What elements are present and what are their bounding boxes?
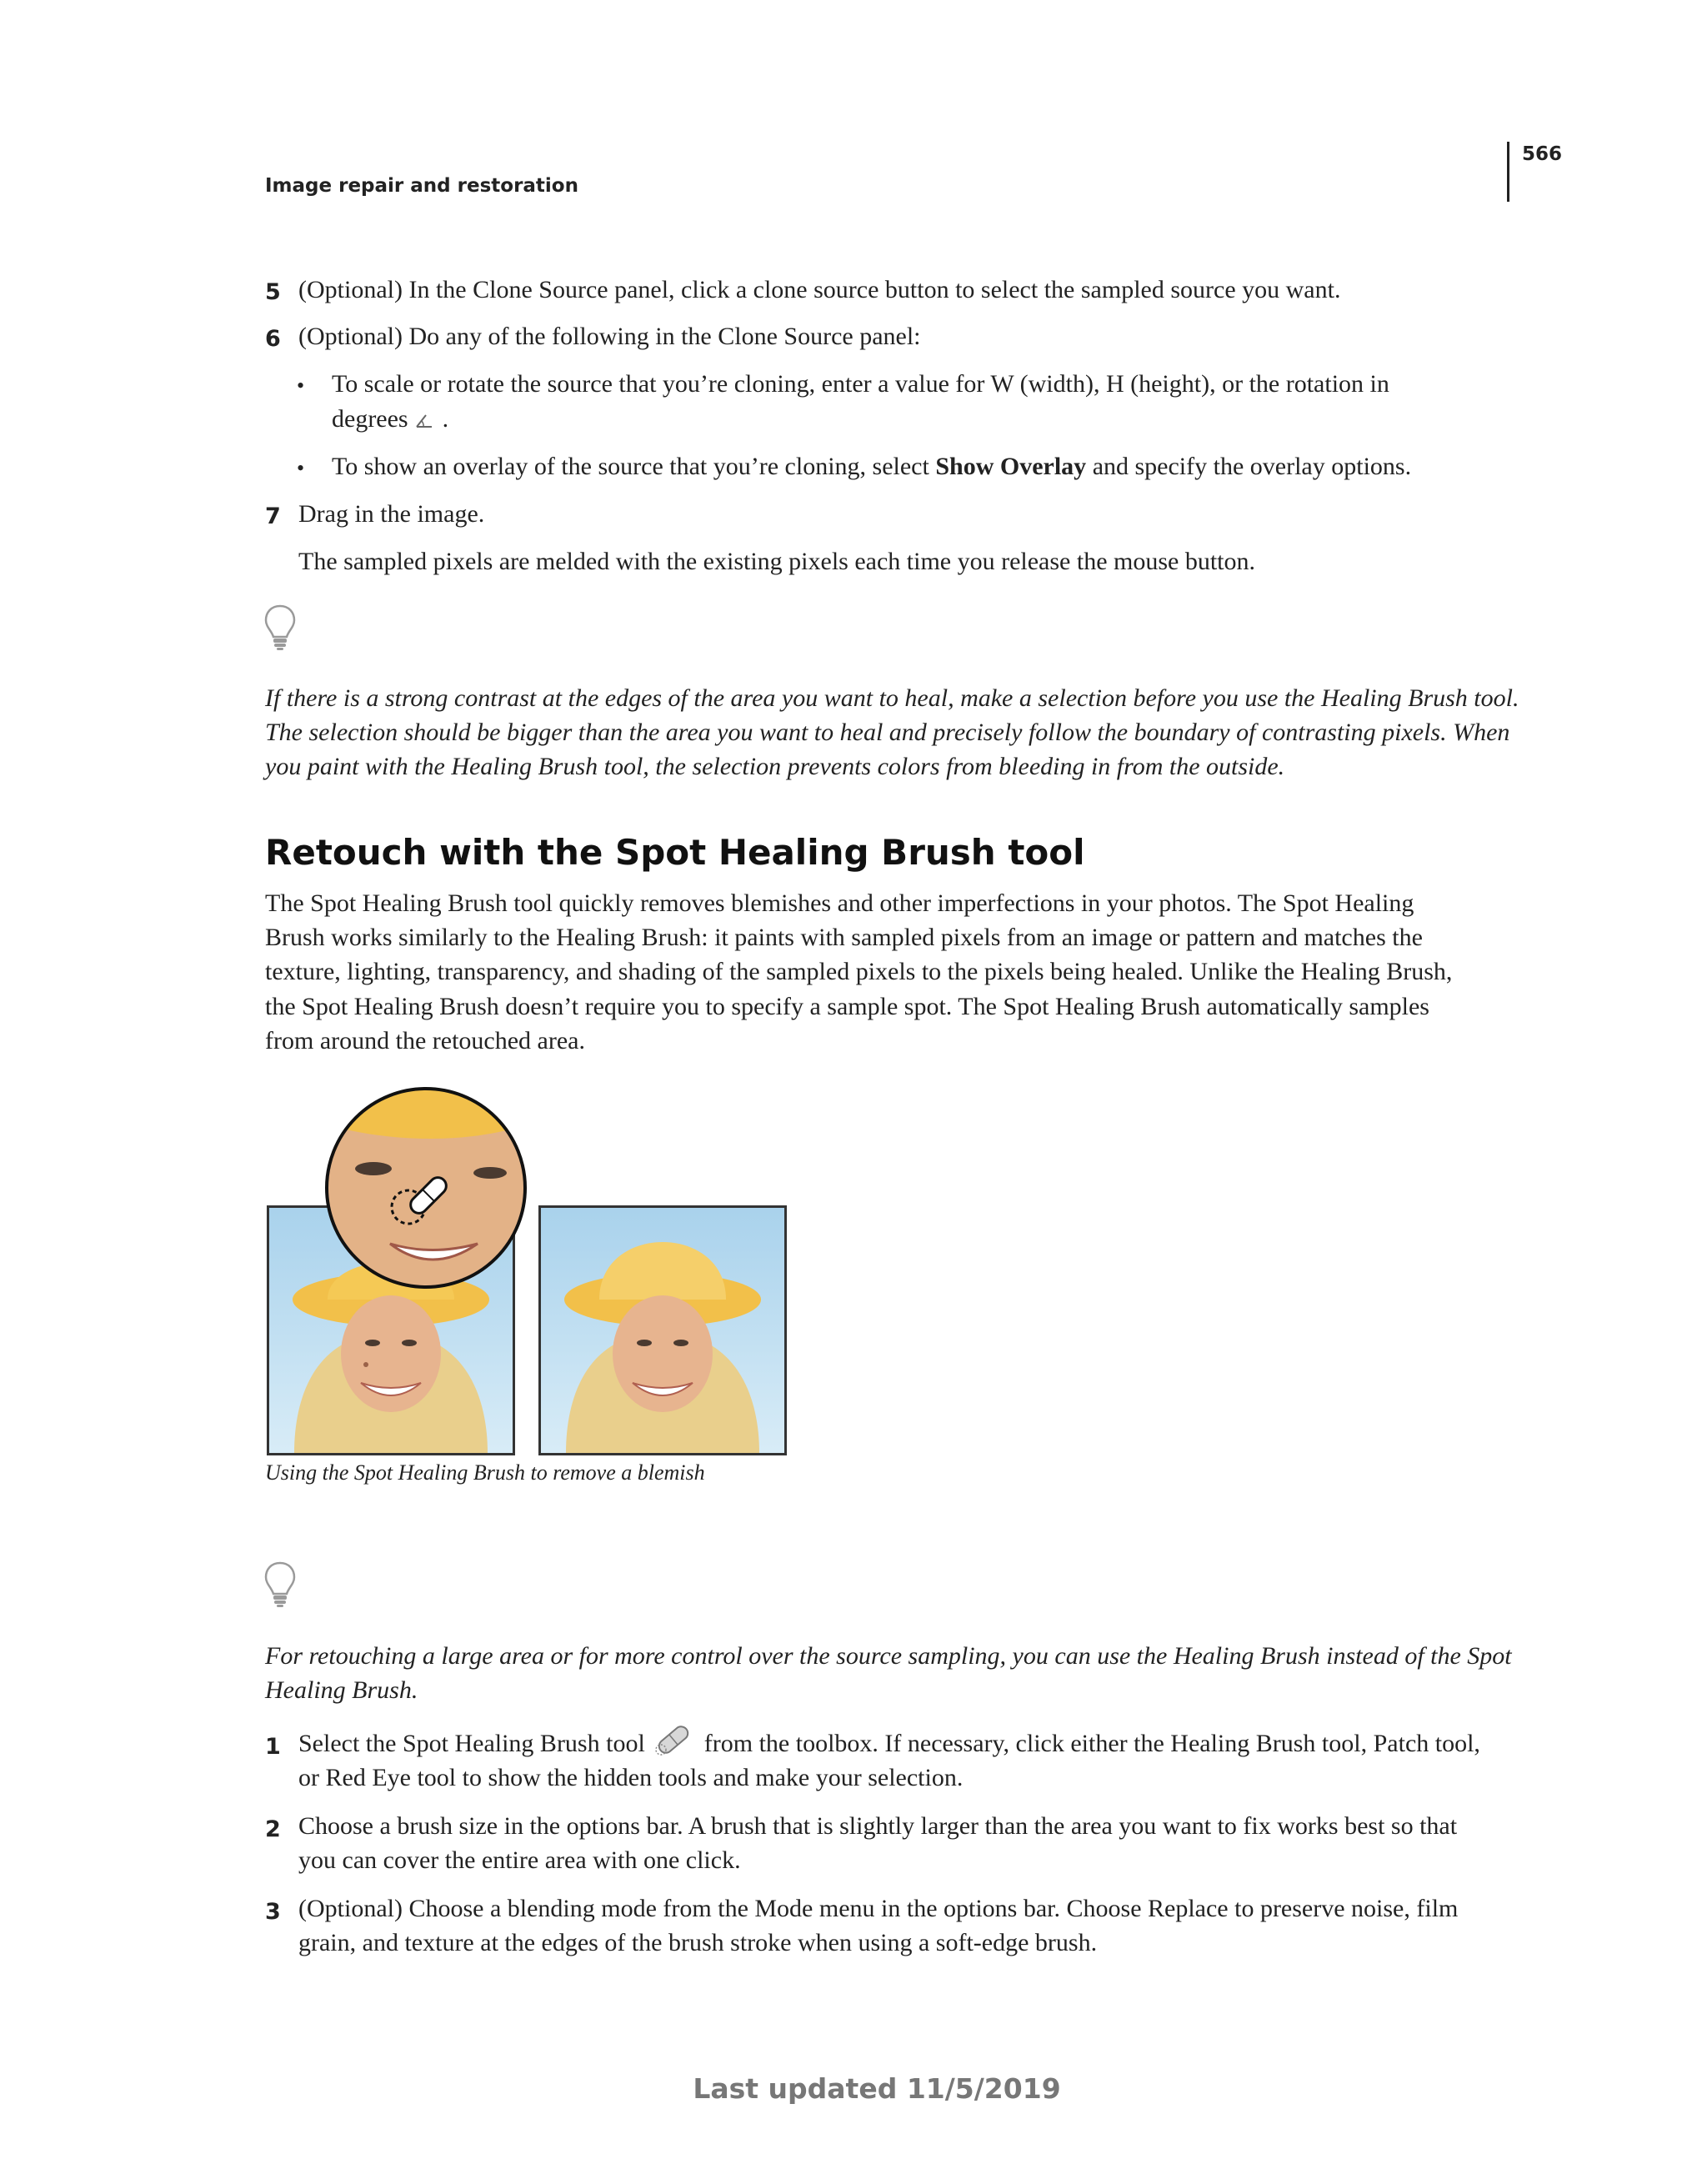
step-number: 5 (265, 279, 281, 305)
step-detail: The sampled pixels are melded with the existing pixels each time you release the mouse button. (298, 548, 1256, 575)
step-text: Drag in the image. (298, 500, 485, 528)
spot-healing-brush-icon (654, 1723, 693, 1756)
step-text: (Optional) Choose a blending mode from the Mode menu in the options bar. Choose Replace to preserve noise, film (298, 1895, 1459, 1922)
step-number: 7 (265, 503, 281, 529)
header-rule (1507, 142, 1509, 202)
step-number: 3 (265, 1899, 281, 1925)
bullet-text-start: To show an overlay of the source that you’re cloning, select (332, 453, 936, 480)
running-title: Image repair and restoration (265, 175, 578, 197)
paragraph-line: the Spot Healing Brush doesn’t require you to specify a sample spot. The Spot Healing Brush automatically samples (265, 993, 1429, 1020)
section-heading: Retouch with the Spot Healing Brush tool (265, 832, 1085, 873)
step-number: 1 (265, 1734, 281, 1760)
tip-line: For retouching a large area or for more control over the source sampling, you can use the Healing Brush instead of the Spot (265, 1642, 1512, 1670)
rotation-angle-icon (414, 411, 436, 431)
bullet-text-end: and specify the overlay options. (1086, 453, 1412, 480)
bullet-marker: • (297, 456, 305, 480)
tip-line: you paint with the Healing Brush tool, the selection prevents colors from bleeding in from the outside. (265, 753, 1285, 780)
woman-portrait-after (541, 1208, 784, 1453)
tip-line: The selection should be bigger than the area you want to heal and precisely follow the boundary of contrasting pixels. When (265, 719, 1510, 746)
step-text: Choose a brush size in the options bar. A brush that is slightly larger than the area you want to fix works best so that (298, 1812, 1458, 1840)
lightbulb-icon (263, 604, 297, 652)
bullet-text-degrees: degrees (332, 405, 408, 433)
figure-caption: Using the Spot Healing Brush to remove a blemish (265, 1460, 705, 1485)
bullet-text-continued (332, 402, 448, 437)
zoom-magnifier (323, 1085, 528, 1290)
step-text: (Optional) In the Clone Source panel, click a clone source button to select the sampled source you want. (298, 276, 1341, 303)
bullet-text: To scale or rotate the source that you’re cloning, enter a value for W (width), H (height), or the rotation in (332, 370, 1389, 398)
step-number: 2 (265, 1816, 281, 1842)
paragraph-line: texture, lighting, transparency, and shading of the sampled pixels to the pixels being healed. Unlike the Healing Brush, (265, 958, 1453, 985)
paragraph-line: Brush works similarly to the Healing Brush: it paints with sampled pixels from an image or pattern and matches the (265, 924, 1423, 951)
step-text-end: from the toolbox. If necessary, click either the Healing Brush tool, Patch tool, (703, 1730, 1480, 1757)
step-number: 6 (265, 326, 281, 352)
show-overlay-option: Show Overlay (935, 453, 1087, 480)
step-text: you can cover the entire area with one click. (298, 1846, 741, 1874)
lightbulb-icon (263, 1560, 297, 1609)
after-photo (538, 1205, 787, 1455)
page-number: 566 (1522, 143, 1563, 165)
step-text: or Red Eye tool to show the hidden tools and make your selection. (298, 1764, 964, 1791)
last-updated: Last updated 11/5/2019 (693, 2072, 1061, 2105)
bullet-text (332, 449, 1411, 484)
bullet-marker: • (297, 373, 305, 398)
step-text: grain, and texture at the edges of the brush stroke when using a soft-edge brush. (298, 1929, 1098, 1956)
bullet-text-end: . (442, 405, 449, 433)
step-text (298, 1726, 1480, 1761)
step-text: (Optional) Do any of the following in the Clone Source panel: (298, 323, 921, 350)
tip-line: If there is a strong contrast at the edges of the area you want to heal, make a selection before you use the Healing Brush tool. (265, 684, 1519, 712)
paragraph-line: from around the retouched area. (265, 1027, 585, 1054)
step-text-start: Select the Spot Healing Brush tool (298, 1730, 645, 1757)
tip-line: Healing Brush. (265, 1676, 418, 1704)
paragraph-line: The Spot Healing Brush tool quickly removes blemishes and other imperfections in your photos. The Spot Healing (265, 889, 1414, 917)
